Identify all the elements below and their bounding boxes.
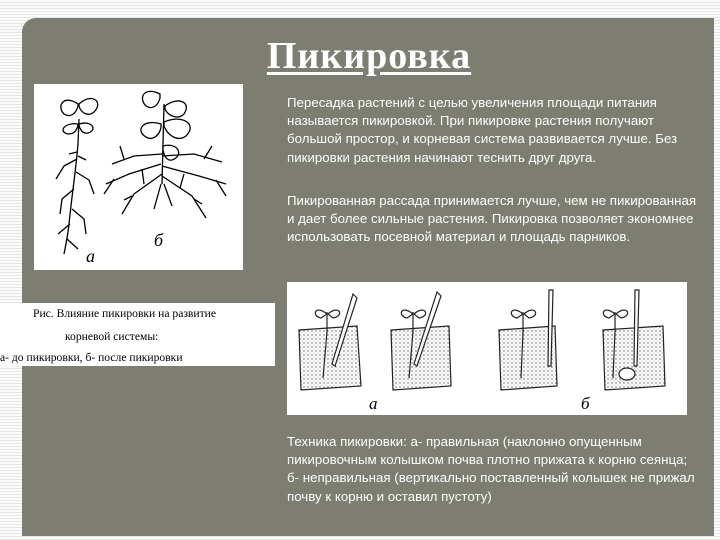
roots-figure bbox=[34, 84, 243, 270]
roots-label-a: а bbox=[86, 246, 95, 266]
paragraph-technique: Техника пикировки: а- правильная (наклонно опущенным пикировочным колышком почва плотно прижата к корню сеянца; б- неправильная (вертикально поставленный колышек не прижал почву к корню и оставил пустоту) bbox=[287, 434, 695, 504]
technique-illustration bbox=[287, 282, 687, 415]
caption-line-2: корневой системы: bbox=[65, 330, 159, 343]
roots-label-b: б bbox=[154, 230, 164, 250]
slide-title: Пикировка bbox=[266, 35, 472, 77]
technique-label-b: б bbox=[581, 394, 590, 413]
technique-figure bbox=[287, 282, 687, 415]
paragraph-benefits: Пикированная рассада принимается лучше, чем не пикированная и дает более сильные растения. Пикировка позволяет экономнее использовать посевной материал и площадь парников. bbox=[287, 193, 697, 245]
roots-illustration bbox=[34, 84, 243, 270]
caption-line-1: Рис. Влияние пикировки на развитие bbox=[33, 307, 217, 320]
technique-label-a: а bbox=[369, 394, 378, 413]
caption-line-3: а- до пикировки, б- после пикировки bbox=[0, 351, 183, 364]
roots-figure-caption bbox=[0, 303, 275, 366]
paragraph-definition: Пересадка растений с целью увеличения площади питания называется пикировкой. При пикировке растения получают большой простор, и корневая система развивается лучше. Без пикировки растения начинают теснить друг друга. bbox=[287, 95, 678, 165]
